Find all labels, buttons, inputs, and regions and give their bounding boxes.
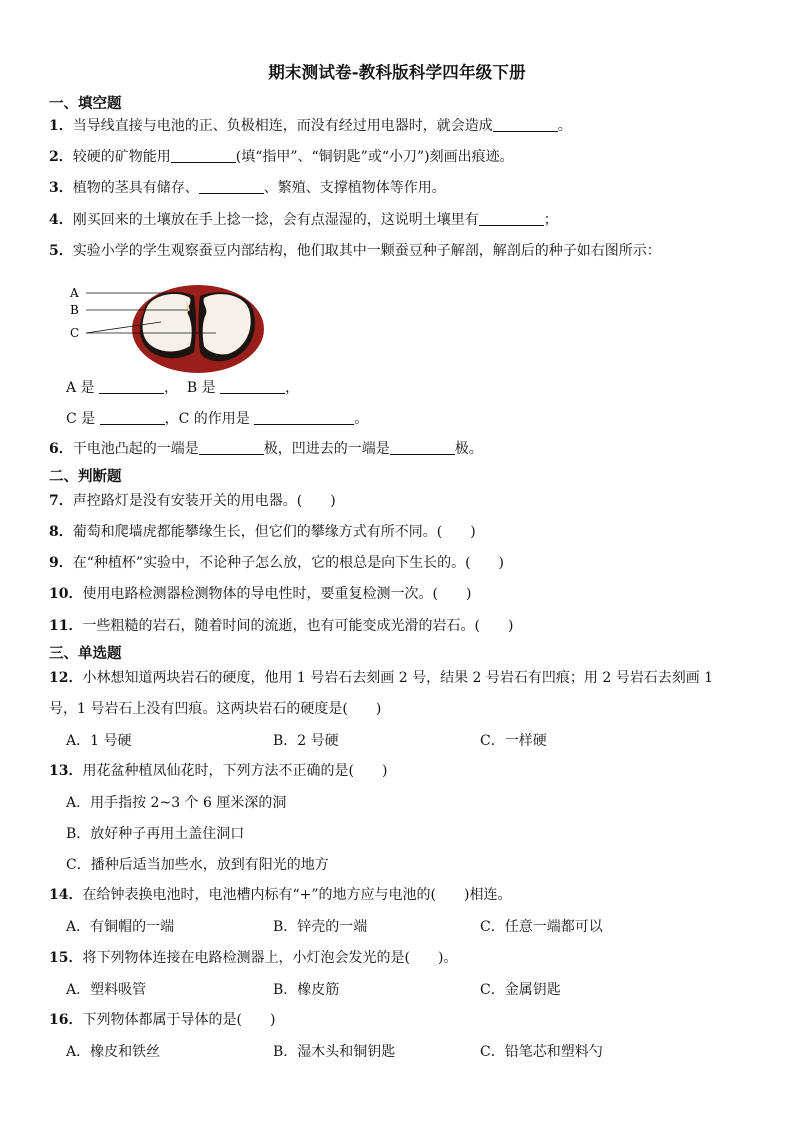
answer-blank[interactable] — [479, 211, 544, 226]
answer-blank[interactable] — [199, 179, 264, 194]
question-text: 刚买回来的土壤放在手上捻一捻，会有点湿湿的，这说明土壤里有 — [72, 212, 479, 228]
question-number: 15． — [49, 950, 83, 966]
section-heading-single-choice: 三、单选题 — [49, 645, 122, 662]
answer-blank-a[interactable] — [99, 379, 164, 394]
question-10 — [49, 584, 471, 604]
option-a[interactable]: A．1 号硬 — [66, 733, 132, 749]
answer-blank-b[interactable] — [220, 379, 285, 394]
question-text: 葡萄和爬墙虎都能攀缘生长，但它们的攀缘方式有所不同。( ) — [72, 524, 476, 540]
question-8 — [49, 522, 476, 542]
bean-seed-figure — [66, 282, 276, 377]
option-b[interactable]: B．湿木头和铜钥匙 — [273, 1044, 396, 1060]
question-number: 13． — [49, 763, 83, 779]
question-4 — [49, 210, 558, 230]
question-text: 将下列物体连接在电路检测器上，小灯泡会发光的是( )。 — [82, 950, 458, 966]
question-text: 一些粗糙的岩石，随着时间的流逝，也有可能变成光滑的岩石。( ) — [82, 618, 514, 634]
option-c[interactable]: C．一样硬 — [480, 733, 547, 749]
answer-c-function-label: ，C 的作用是 — [164, 411, 250, 427]
label-b: B — [70, 303, 79, 317]
section-heading-fill-in: 一、填空题 — [49, 95, 122, 112]
question-13-option-b[interactable]: B．放好种子再用土盖住洞口 — [66, 826, 245, 842]
question-text: 干电池凸起的一端是 — [72, 441, 199, 457]
question-3 — [49, 178, 446, 198]
answer-blank[interactable] — [199, 440, 264, 455]
question-13-option-a[interactable]: A．用手指按 2~3 个 6 厘米深的洞 — [66, 795, 287, 811]
option-c[interactable]: C．任意一端都可以 — [480, 919, 603, 935]
answer-blank-c[interactable] — [100, 410, 165, 425]
question-5-answers-ab — [66, 377, 299, 397]
question-11 — [49, 616, 513, 636]
label-c: C — [70, 326, 80, 340]
punct: ， — [285, 380, 300, 396]
label-a: A — [70, 286, 79, 300]
question-text: 植物的茎具有储存、 — [72, 180, 199, 196]
punct: 。 — [354, 411, 369, 427]
question-text: 极。 — [454, 441, 483, 457]
question-text: 小林想知道两块岩石的硬度，他用 1 号岩石去刻画 2 号，结果 2 号岩石有凹痕；用 2 号岩石去刻画 1 号，1 号岩石上没有凹痕。这两块岩石的硬度是( ) — [49, 670, 714, 717]
question-text: ； — [543, 212, 558, 228]
question-text: 声控路灯是没有安装开关的用电器。( ) — [72, 493, 336, 509]
question-number: 11． — [49, 618, 83, 634]
question-14 — [49, 885, 511, 905]
question-13-option-c[interactable]: C．播种后适当加些水，放到有阳光的地方 — [66, 857, 329, 873]
question-text: 、繁殖、支撑植物体等作用。 — [263, 180, 446, 196]
option-b[interactable]: B．橡皮筋 — [273, 982, 340, 998]
answer-c-label: C 是 — [66, 411, 96, 427]
question-16 — [49, 1010, 275, 1030]
answer-a-label: A 是 — [66, 380, 95, 396]
question-text: 在“种植杯”实验中，不论种子怎么放，它的根总是向下生长的。( ) — [72, 555, 504, 571]
question-9 — [49, 553, 504, 573]
question-text: (填“指甲”、“铜钥匙”或“小刀”)刻画出痕迹。 — [235, 149, 514, 165]
option-a[interactable]: A．有铜帽的一端 — [66, 919, 175, 935]
question-text: 。 — [557, 118, 572, 134]
question-text: 较硬的矿物能用 — [72, 149, 171, 165]
question-number: 4． — [49, 212, 73, 228]
option-c[interactable]: C．金属钥匙 — [480, 982, 561, 998]
question-6 — [49, 439, 483, 459]
option-c[interactable]: C．铅笔芯和塑料勺 — [480, 1044, 603, 1060]
option-b[interactable]: B．锌壳的一端 — [273, 919, 368, 935]
question-number: 6． — [49, 441, 73, 457]
question-5 — [49, 241, 661, 261]
question-15 — [49, 948, 457, 968]
question-number: 14． — [49, 887, 83, 903]
answer-b-label: B 是 — [186, 380, 216, 396]
question-1 — [49, 116, 572, 136]
section-heading-true-false: 二、判断题 — [49, 468, 122, 485]
option-b[interactable]: B．2 号硬 — [273, 733, 339, 749]
question-number: 12． — [49, 670, 83, 686]
answer-blank[interactable] — [390, 440, 455, 455]
question-number: 10． — [49, 586, 83, 602]
question-text: 用花盆种植凤仙花时，下列方法不正确的是( ) — [82, 763, 388, 779]
question-text: 实验小学的学生观察蚕豆内部结构，他们取其中一颗蚕豆种子解剖，解剖后的种子如右图所示： — [72, 243, 661, 259]
option-a[interactable]: A．塑料吸管 — [66, 982, 147, 998]
answer-blank[interactable] — [171, 148, 236, 163]
question-2 — [49, 147, 514, 167]
punct: ， — [164, 380, 179, 396]
question-text: 极，凹进去的一端是 — [263, 441, 390, 457]
question-12 — [49, 663, 729, 725]
option-a[interactable]: A．橡皮和铁丝 — [66, 1044, 161, 1060]
question-13 — [49, 761, 387, 781]
question-number: 8． — [49, 524, 73, 540]
question-number: 16． — [49, 1012, 83, 1028]
question-text: 使用电路检测器检测物体的导电性时，要重复检测一次。( ) — [82, 586, 472, 602]
answer-blank[interactable] — [493, 117, 558, 132]
question-number: 2． — [49, 149, 73, 165]
question-text: 当导线直接与电池的正、负极相连，而没有经过用电器时，就会造成 — [72, 118, 493, 134]
question-text: 在给钟表换电池时，电池槽内标有“+”的地方应与电池的( )相连。 — [82, 887, 512, 903]
question-number: 1． — [49, 118, 73, 134]
question-number: 3． — [49, 180, 73, 196]
page-title: 期末测试卷-教科版科学四年级下册 — [268, 63, 526, 82]
question-number: 7． — [49, 493, 73, 509]
answer-blank-c-function[interactable] — [254, 410, 354, 425]
question-number: 9． — [49, 555, 73, 571]
question-5-answers-c — [66, 408, 368, 428]
question-7 — [49, 491, 336, 511]
question-number: 5． — [49, 243, 73, 259]
question-text: 下列物体都属于导体的是( ) — [82, 1012, 276, 1028]
